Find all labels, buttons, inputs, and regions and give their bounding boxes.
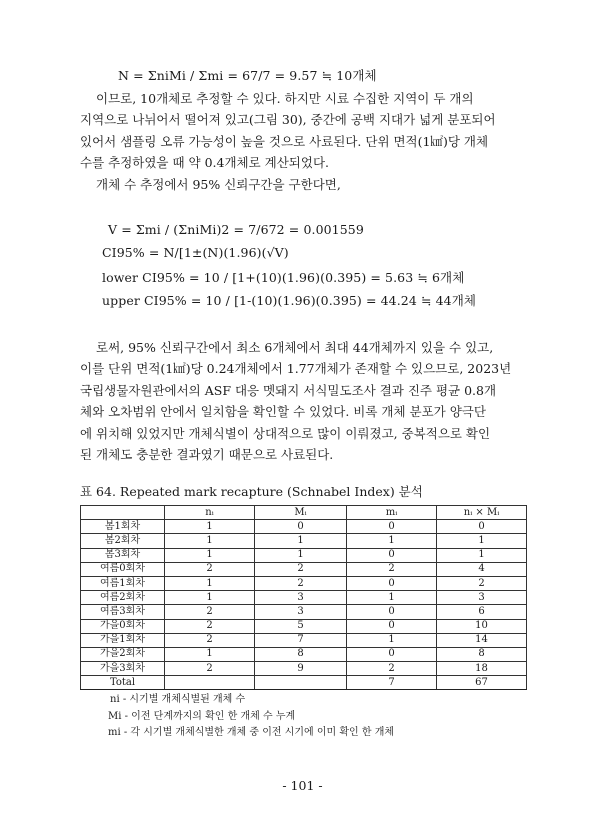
table-header-row — [81, 506, 527, 520]
table-cell: 가을2회차 — [81, 647, 165, 661]
page-number: - 101 - — [282, 778, 323, 793]
table-cell: 0 — [347, 548, 437, 562]
equation-variance: V = Σmi / (ΣniMi)2 = 7/672 = 0.001559 — [108, 222, 364, 237]
note-mi-recapture: mi - 각 시기별 개체식별한 개체 중 이전 시기에 이미 확인 한 개체 — [108, 727, 395, 738]
table-cell: 1 — [255, 548, 347, 562]
table-row — [81, 520, 527, 534]
table-row — [81, 619, 527, 633]
table-cell: 3 — [437, 591, 527, 605]
table-cell: Total — [81, 676, 165, 690]
table-row — [81, 548, 527, 562]
table-cell: 8 — [437, 647, 527, 661]
table-cell: 여름2회차 — [81, 591, 165, 605]
table-cell: 2 — [255, 576, 347, 590]
paragraph-line: 국립생물자원관에서의 ASF 대응 멧돼지 서식밀도조사 결과 진주 평균 0.8개 — [80, 382, 497, 398]
table-row — [81, 534, 527, 548]
table-cell: 봄2회차 — [81, 534, 165, 548]
table-cell: 2 — [165, 605, 255, 619]
table-cell: 1 — [165, 647, 255, 661]
table-cell: 1 — [347, 633, 437, 647]
table-cell: 6 — [437, 605, 527, 619]
table-cell: 18 — [437, 662, 527, 676]
paragraph-line: 수를 추정하였을 때 약 0.4개체로 계산되었다. — [80, 155, 329, 171]
paragraph-line: 에 위치해 있었지만 개체식별이 상대적으로 많이 이뤄졌고, 중복적으로 확인 — [80, 425, 491, 441]
paragraph-line: 이를 단위 면적(1㎢)당 0.24개체에서 1.77개체가 존재할 수 있으므로, 2023년 — [80, 361, 512, 377]
paragraph-line: 로써, 95% 신뢰구간에서 최소 6개체에서 최대 44개체까지 있을 수 있고, — [96, 340, 494, 355]
paragraph-line: 체와 오차범위 안에서 일치함을 확인할 수 있었다. 비록 개체 분포가 양극단 — [80, 404, 486, 420]
schnabel-table — [80, 505, 527, 690]
table-cell: 7 — [255, 633, 347, 647]
table-cell: 1 — [165, 520, 255, 534]
table-cell: 0 — [347, 619, 437, 633]
table-row — [81, 576, 527, 590]
table-cell: 7 — [347, 676, 437, 690]
table-cell — [255, 676, 347, 690]
table-cell: 0 — [347, 605, 437, 619]
paragraph-line: 된 개체도 충분한 결과였기 때문으로 사료된다. — [80, 447, 334, 463]
table-cell: 67 — [437, 676, 527, 690]
paragraph-estimate — [80, 88, 528, 174]
table-cell: 봄1회차 — [81, 520, 165, 534]
paragraph-conclusion — [80, 337, 528, 465]
table-cell: 3 — [255, 605, 347, 619]
table-cell: 4 — [437, 562, 527, 576]
table-cell: 2 — [347, 562, 437, 576]
table-cell: 1 — [347, 591, 437, 605]
table-row — [81, 605, 527, 619]
table-cell: 1 — [437, 534, 527, 548]
table-cell: 2 — [347, 662, 437, 676]
table-cell: 2 — [437, 576, 527, 590]
table-cell: 14 — [437, 633, 527, 647]
table-header-cell: nᵢ — [165, 506, 255, 520]
table-cell: 5 — [255, 619, 347, 633]
table-cell: 10 — [437, 619, 527, 633]
table-cell: 봄3회차 — [81, 548, 165, 562]
table-cell: 가을0회차 — [81, 619, 165, 633]
table-header-cell: nᵢ × Mᵢ — [437, 506, 527, 520]
table-cell: 3 — [255, 591, 347, 605]
table-cell: 2 — [165, 619, 255, 633]
table-row — [81, 562, 527, 576]
table-cell: 9 — [255, 662, 347, 676]
table-cell: 2 — [255, 562, 347, 576]
table-cell: 0 — [255, 520, 347, 534]
equation-ci-formula: CI95% = N/[1±(N)(1.96)(√V) — [102, 245, 289, 260]
table-cell: 1 — [347, 534, 437, 548]
table-cell: 0 — [347, 647, 437, 661]
table-row — [81, 662, 527, 676]
table-cell: 2 — [165, 562, 255, 576]
table-cell: 여름3회차 — [81, 605, 165, 619]
equation-n-estimate: N = ΣniMi / Σmi = 67/7 = 9.57 ≒ 10개체 — [118, 68, 377, 83]
table-cell: 1 — [165, 534, 255, 548]
note-ni: ni - 시기별 개체식별된 개체 수 — [110, 694, 246, 705]
table-cell: 8 — [255, 647, 347, 661]
table-cell: 2 — [165, 662, 255, 676]
paragraph-line: 개체 수 추정에서 95% 신뢰구간을 구한다면, — [96, 177, 341, 192]
table-row — [81, 647, 527, 661]
table-cell: 여름0회차 — [81, 562, 165, 576]
table-cell: 0 — [437, 520, 527, 534]
table-row — [81, 633, 527, 647]
table-header-cell: Mᵢ — [255, 506, 347, 520]
table-cell: 1 — [255, 534, 347, 548]
table-header-cell — [81, 506, 165, 520]
equation-lower-ci: lower CI95% = 10 / [1+(10)(1.96)(0.395) = 5.63 ≒ 6개체 — [102, 270, 465, 285]
table-cell: 2 — [165, 633, 255, 647]
table-notes — [110, 692, 394, 742]
paragraph-line: 있어서 샘플링 오류 가능성이 높을 것으로 사료된다. 단위 면적(1㎢)당 개체 — [80, 133, 489, 149]
table-cell: 0 — [347, 520, 437, 534]
table-row — [81, 591, 527, 605]
equation-upper-ci: upper CI95% = 10 / [1-(10)(1.96)(0.395) = 44.24 ≒ 44개체 — [102, 293, 477, 308]
table-caption: 표 64. Repeated mark recapture (Schnabel Index) 분석 — [80, 484, 423, 499]
table-cell — [165, 676, 255, 690]
table-cell: 가을1회차 — [81, 633, 165, 647]
paragraph-line: 이므로, 10개체로 추정할 수 있다. 하지만 시료 수집한 지역이 두 개의 — [96, 91, 474, 106]
table-cell: 0 — [347, 576, 437, 590]
paragraph-ci-intro — [80, 174, 528, 195]
table-cell: 여름1회차 — [81, 576, 165, 590]
table-cell: 1 — [165, 548, 255, 562]
table-cell: 1 — [165, 591, 255, 605]
table-header-cell: mᵢ — [347, 506, 437, 520]
table-cell: 1 — [165, 576, 255, 590]
table-total-row — [81, 676, 527, 690]
table-cell: 1 — [437, 548, 527, 562]
paragraph-line: 지역으로 나뉘어서 떨어져 있고(그림 30), 중간에 공백 지대가 넓게 분포되어 — [80, 112, 496, 128]
note-mi-cumulative: Mi - 이전 단계까지의 확인 한 개체 수 누계 — [108, 710, 296, 722]
table-cell: 가을3회차 — [81, 662, 165, 676]
